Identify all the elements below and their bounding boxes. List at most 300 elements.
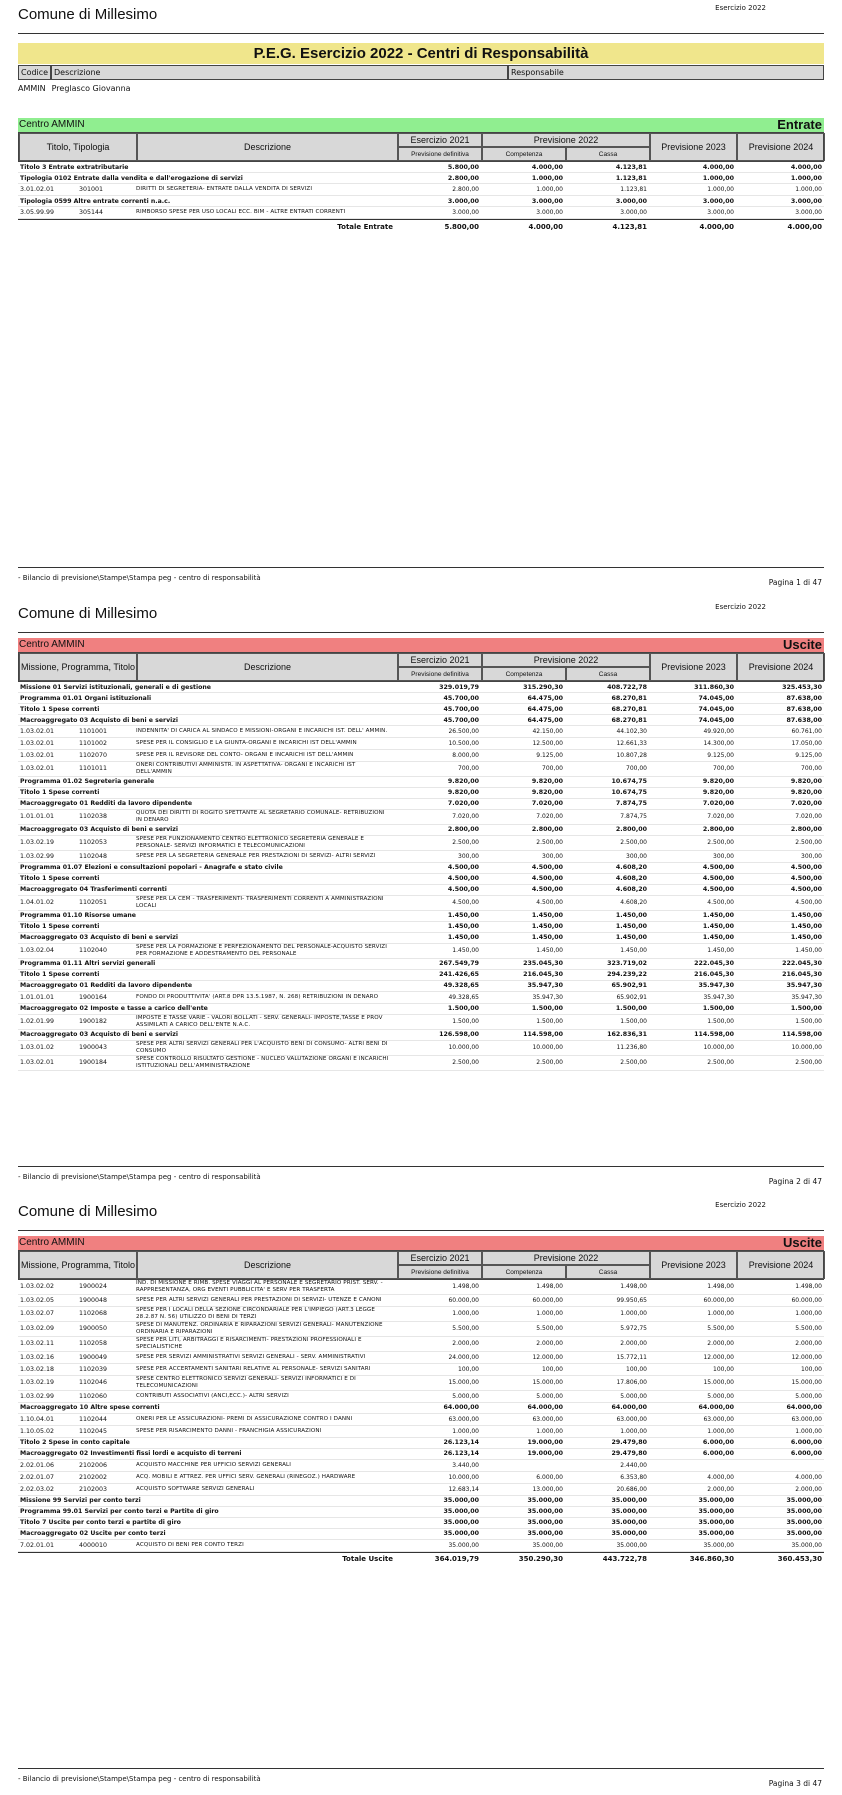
amount-cell: 700,00 xyxy=(458,765,479,773)
amount-cell: 235.045,30 xyxy=(523,960,563,968)
group-label: Macroaggregato 02 Investimenti fissi lordi e acquisto di terreni xyxy=(20,1450,242,1458)
col-previsione-2024: Previsione 2024 xyxy=(737,653,825,681)
amount-cell: 10.000,00 xyxy=(532,1044,563,1052)
col-responsabile: Responsabile xyxy=(508,65,824,80)
amount-cell: 4.500,00 xyxy=(531,886,563,894)
amount-cell: 35.947,30 xyxy=(698,982,734,990)
table-row xyxy=(18,810,824,825)
table-row xyxy=(18,836,824,851)
entity-name: Comune di Millesimo xyxy=(18,605,158,622)
amount-cell: 1.500,00 xyxy=(615,1005,647,1013)
amount-cell: 87.638,00 xyxy=(786,705,822,713)
amount-cell: 7.020,00 xyxy=(531,800,563,808)
item-description: CONTRIBUTI ASSOCIATIVI (ANCI,ECC.)- ALTRI SERVIZI xyxy=(136,1392,289,1399)
amount-cell: 7.020,00 xyxy=(707,813,734,821)
capitolo-code: 1102070 xyxy=(79,752,108,759)
amount-cell: 63.000,00 xyxy=(791,1415,822,1423)
piano-dei-conti-code: 1.03.02.11 xyxy=(20,1340,55,1348)
amount-cell: 35.000,00 xyxy=(527,1508,563,1516)
table-row xyxy=(18,1364,824,1376)
amount-cell: 2.800,00 xyxy=(615,826,647,834)
amount-cell: 700,00 xyxy=(542,765,563,773)
table-row xyxy=(18,896,824,911)
amount-cell: 2.000,00 xyxy=(620,1340,647,1348)
amount-cell: 63.000,00 xyxy=(448,1415,479,1423)
amount-cell: 1.450,00 xyxy=(536,947,563,955)
footer-path: - Bilancio di previsione\Stampe\Stampa peg - centro di responsabilità xyxy=(18,574,261,582)
amount-cell: 4.123,81 xyxy=(615,163,647,171)
amount-cell: 35.947,30 xyxy=(532,993,563,1001)
report-title: P.E.G. Esercizio 2022 - Centri di Responsabilità xyxy=(18,43,824,64)
table-row xyxy=(18,738,824,750)
amount-cell: 7.020,00 xyxy=(795,813,822,821)
capitolo-code: 2102003 xyxy=(79,1485,108,1493)
piano-dei-conti-code: 1.03.02.04 xyxy=(20,947,55,955)
col-esercizio: Esercizio 2021 xyxy=(398,1251,482,1265)
group-label: Missione 01 Servizi istituzionali, generali e di gestione xyxy=(20,683,211,691)
section-kind: Entrate xyxy=(777,117,822,132)
capitolo-code: 1101011 xyxy=(79,765,108,773)
amount-cell: 5.800,00 xyxy=(447,163,479,171)
capitolo-code: 305144 xyxy=(79,209,104,216)
section-header xyxy=(18,1236,824,1250)
group-row xyxy=(18,173,824,184)
table-row xyxy=(18,726,824,738)
piano-dei-conti-code: 1.03.02.19 xyxy=(20,1379,55,1387)
col-previsione-definitiva: Previsione definitiva xyxy=(398,667,482,681)
page-header xyxy=(18,603,824,633)
section-header xyxy=(18,118,824,132)
amount-cell: 1.000,00 xyxy=(707,1310,734,1318)
amount-cell: 15.000,00 xyxy=(532,1379,563,1387)
piano-dei-conti-code: 1.03.02.01 xyxy=(20,740,55,747)
amount-cell: 49.328,65 xyxy=(448,993,479,1001)
piano-dei-conti-code: 7.02.01.01 xyxy=(20,1541,55,1549)
centro-label: Centro AMMIN xyxy=(19,1237,85,1248)
item-description: INDENNITA' DI CARICA AL SINDACO E MISSIONI-ORGANI E INCARICHI IST. DELL' AMMIN. xyxy=(136,728,388,734)
group-label: Programma 01.11 Altri servizi generali xyxy=(20,960,156,968)
responsible-header xyxy=(18,65,824,80)
amount-cell: 1.500,00 xyxy=(620,1018,647,1026)
table-row xyxy=(18,1280,824,1295)
amount-cell: 222.045,30 xyxy=(782,960,822,968)
amount-cell: 49.920,00 xyxy=(703,728,734,735)
amount-cell: 60.000,00 xyxy=(791,1296,822,1304)
amount-cell: 2.800,00 xyxy=(702,826,734,834)
capitolo-code: 1900043 xyxy=(79,1044,108,1052)
amount-cell: 100,00 xyxy=(458,1365,479,1373)
item-description: QUOTA DEI DIRITTI DI ROGITO SPETTANTE AL SEGRETARIO COMUNALE- RETRIBUZIONI IN DENARO xyxy=(136,809,385,823)
amount-cell: 35.000,00 xyxy=(448,1541,479,1549)
amount-cell: 100,00 xyxy=(801,1365,822,1373)
amount-cell: 35.000,00 xyxy=(786,1497,822,1505)
amount-cell: 1.450,00 xyxy=(707,947,734,955)
item-description: SPESE PER LA CEM - TRASFERIMENTI- TRASFERIMENTI CORRENTI A AMMINISTRAZIONI LOCALI xyxy=(136,895,384,909)
amount-cell: 1.450,00 xyxy=(795,947,822,955)
amount-cell: 35.947,30 xyxy=(527,982,563,990)
capitolo-code: 1102060 xyxy=(79,1392,108,1400)
amount-cell: 2.000,00 xyxy=(707,1340,734,1348)
table-row xyxy=(18,851,824,863)
amount-cell: 9.820,00 xyxy=(702,789,734,797)
amount-cell: 300,00 xyxy=(458,852,479,860)
table-row xyxy=(18,1460,824,1472)
col-competenza: Competenza xyxy=(482,147,566,161)
amount-cell: 49.328,65 xyxy=(443,982,479,990)
group-label: Titolo 1 Spese correnti xyxy=(20,705,100,713)
capitolo-code: 1102039 xyxy=(79,1365,108,1373)
amount-cell: 35.000,00 xyxy=(443,1497,479,1505)
amount-cell: 267.549,79 xyxy=(439,960,479,968)
capitolo-code: 1900049 xyxy=(79,1353,108,1361)
amount-cell: 60.000,00 xyxy=(703,1296,734,1304)
amount-cell: 44.102,30 xyxy=(616,728,647,735)
amount-cell: 4.500,00 xyxy=(707,899,734,907)
col-missione-programma: Missione, Programma, Titolo xyxy=(19,1251,137,1279)
item-description: SPESE DI MANUTENZ. ORDINARIA E RIPARAZIONI SERVIZI GENERALI- MANUTENZIONE ORDINARIA E RIPARAZIONI xyxy=(136,1321,383,1335)
amount-cell: 4.500,00 xyxy=(531,864,563,872)
amount-cell: 29.479,80 xyxy=(611,1439,647,1447)
amount-cell: 1.498,00 xyxy=(707,1283,734,1291)
amount-cell: 15.772,11 xyxy=(616,1353,647,1361)
page-header xyxy=(18,4,824,34)
group-row xyxy=(18,704,824,715)
amount-cell: 68.270,81 xyxy=(611,716,647,724)
piano-dei-conti-code: 1.03.02.01 xyxy=(20,1059,55,1067)
amount-cell: 1.450,00 xyxy=(620,947,647,955)
amount-cell: 20.686,00 xyxy=(616,1485,647,1493)
item-description: SPESE PER RISARCIMENTO DANNI - FRANCHIGIA ASSICURAZIONI xyxy=(136,1427,322,1434)
group-label: Macroaggregato 02 Uscite per conto terzi xyxy=(20,1530,166,1538)
piano-dei-conti-code: 1.03.02.19 xyxy=(20,839,55,847)
amount-cell: 2.500,00 xyxy=(795,839,822,847)
item-description: FONDO DI PRODUTTIVITA' (ART.8 DPR 13.5.1987, N. 268) RETRIBUZIONI IN DENARO xyxy=(136,993,379,1000)
group-row xyxy=(18,693,824,704)
amount-cell: 1.450,00 xyxy=(790,934,822,942)
amount-cell: 45.700,00 xyxy=(443,705,479,713)
amount-cell: 10.674,75 xyxy=(611,789,647,797)
amount-cell: 5.000,00 xyxy=(795,1392,822,1400)
item-description: RIMBORSO SPESE PER USO LOCALI ECC. BIM - ALTRE ENTRATI CORRENTI xyxy=(136,209,346,215)
col-previsione-2023: Previsione 2023 xyxy=(650,133,737,161)
col-previsione-2024: Previsione 2024 xyxy=(737,1251,825,1279)
amount-cell: 60.000,00 xyxy=(448,1296,479,1304)
col-previsione-2022: Previsione 2022 xyxy=(482,133,650,147)
amount-cell: 10.000,00 xyxy=(448,1473,479,1481)
amount-cell: 2.800,00 xyxy=(531,826,563,834)
amount-cell: 35.000,00 xyxy=(786,1519,822,1527)
table-body xyxy=(18,162,824,219)
table-row xyxy=(18,1376,824,1391)
amount-cell: 35.000,00 xyxy=(698,1508,734,1516)
capitolo-code: 2102006 xyxy=(79,1461,108,1469)
piano-dei-conti-code: 2.02.01.07 xyxy=(20,1473,55,1481)
amount-cell: 1.000,00 xyxy=(620,1427,647,1435)
amount-cell: 2.500,00 xyxy=(707,1059,734,1067)
amount-cell: 64.000,00 xyxy=(443,1404,479,1412)
item-description: SPESE PER ALTRI SERVIZI GENERALI PER L'ACQUISTO BENI DI CONSUMO- ALTRI BENI DI CONSUMO xyxy=(136,1040,388,1054)
amount-cell: 325.453,30 xyxy=(782,683,822,691)
col-descrizione: Descrizione xyxy=(51,65,508,80)
group-label: Tipologia 0599 Altre entrate correnti n.a.c. xyxy=(20,197,171,205)
amount-cell: 1.450,00 xyxy=(615,923,647,931)
group-label: Macroaggregato 03 Acquisto di beni e servizi xyxy=(20,1031,178,1039)
amount-cell: 14.300,00 xyxy=(703,740,734,747)
item-description: SPESE PER SERVIZI AMMINISTRATIVI SERVIZI GENERALI - SERV. AMMINISTRATIVI xyxy=(136,1353,366,1360)
amount-cell: 1.500,00 xyxy=(536,1018,563,1026)
amount-cell: 2.800,00 xyxy=(790,826,822,834)
amount-cell: 64.000,00 xyxy=(611,1404,647,1412)
amount-cell: 216.045,30 xyxy=(782,971,822,979)
amount-cell: 35.000,00 xyxy=(786,1530,822,1538)
amount-cell: 1.500,00 xyxy=(795,1018,822,1026)
amount-cell: 68.270,81 xyxy=(611,694,647,702)
amount-cell: 12.000,00 xyxy=(703,1353,734,1361)
amount-cell: 35.947,30 xyxy=(786,982,822,990)
piano-dei-conti-code: 1.03.02.16 xyxy=(20,1353,55,1361)
capitolo-code: 1102040 xyxy=(79,947,108,955)
centro-label: Centro AMMIN xyxy=(19,639,85,650)
group-row xyxy=(18,196,824,207)
item-description: ACQUISTO SOFTWARE SERVIZI GENERALI xyxy=(136,1485,255,1492)
amount-cell: 35.000,00 xyxy=(443,1508,479,1516)
capitolo-code: 1102045 xyxy=(79,1427,108,1435)
amount-cell: 5.500,00 xyxy=(452,1325,479,1333)
amount-cell: 1.500,00 xyxy=(707,1018,734,1026)
amount-cell: 64.475,00 xyxy=(527,694,563,702)
total-value: 346.860,30 xyxy=(689,1555,734,1564)
group-row xyxy=(18,933,824,944)
group-label: Tipologia 0102 Entrate dalla vendita e dall'erogazione di servizi xyxy=(20,174,243,182)
amount-cell: 35.947,30 xyxy=(791,993,822,1001)
total-row xyxy=(18,1552,824,1566)
amount-cell: 17.806,00 xyxy=(616,1379,647,1387)
amount-cell: 12.000,00 xyxy=(791,1353,822,1361)
table-row xyxy=(18,944,824,959)
amount-cell: 300,00 xyxy=(542,852,563,860)
amount-cell: 4.500,00 xyxy=(790,875,822,883)
centro-label: Centro AMMIN xyxy=(19,119,85,130)
footer-path: - Bilancio di previsione\Stampe\Stampa peg - centro di responsabilità xyxy=(18,1775,261,1783)
amount-cell: 5.000,00 xyxy=(707,1392,734,1400)
amount-cell: 17.050,00 xyxy=(791,740,822,747)
amount-cell: 35.000,00 xyxy=(786,1508,822,1516)
item-description: SPESE PER IL CONSIGLIO E LA GIUNTA-ORGANI E INCARICHI IST DELL'AMMIN xyxy=(136,740,357,746)
piano-dei-conti-code: 1.03.01.02 xyxy=(20,1044,55,1052)
responsible-row xyxy=(18,84,824,93)
group-label: Programma 99.01 Servizi per conto terzi e Partite di giro xyxy=(20,1508,219,1516)
amount-cell: 4.608,20 xyxy=(620,899,647,907)
amount-cell: 12.683,14 xyxy=(448,1485,479,1493)
group-label: Programma 01.10 Risorse umane xyxy=(20,912,136,920)
col-descrizione: Descrizione xyxy=(137,1251,398,1279)
amount-cell: 4.500,00 xyxy=(795,899,822,907)
amount-cell: 1.450,00 xyxy=(531,912,563,920)
capitolo-code: 1102058 xyxy=(79,1340,108,1348)
amount-cell: 4.500,00 xyxy=(447,864,479,872)
amount-cell: 1.498,00 xyxy=(536,1283,563,1291)
group-label: Programma 01.07 Elezioni e consultazioni popolari - Anagrafe e stato civile xyxy=(20,864,283,872)
group-row xyxy=(18,682,824,693)
table-body xyxy=(18,682,824,1071)
amount-cell: 12.661,33 xyxy=(616,740,647,747)
table-row xyxy=(18,1322,824,1337)
total-value: 4.000,00 xyxy=(787,222,822,231)
amount-cell: 4.500,00 xyxy=(452,899,479,907)
table-row xyxy=(18,184,824,196)
amount-cell: 2.500,00 xyxy=(452,1059,479,1067)
amount-cell: 6.353,80 xyxy=(620,1473,647,1481)
group-label: Titolo 1 Spese correnti xyxy=(20,875,100,883)
capitolo-code: 4000010 xyxy=(79,1541,108,1549)
amount-cell: 1.123,81 xyxy=(615,174,647,182)
page-number: Pagina 1 di 47 xyxy=(768,578,822,587)
amount-cell: 700,00 xyxy=(801,765,822,773)
col-esercizio: Esercizio 2021 xyxy=(398,653,482,667)
amount-cell: 1.000,00 xyxy=(707,1427,734,1435)
group-row xyxy=(18,825,824,836)
group-row xyxy=(18,799,824,810)
col-codice: Codice xyxy=(18,65,51,80)
amount-cell: 2.000,00 xyxy=(795,1340,822,1348)
amount-cell: 2.000,00 xyxy=(452,1340,479,1348)
table-row xyxy=(18,992,824,1004)
piano-dei-conti-code: 1.03.02.99 xyxy=(20,1392,55,1400)
amount-cell: 5.500,00 xyxy=(795,1325,822,1333)
amount-cell: 1.000,00 xyxy=(795,186,822,193)
amount-cell: 9.820,00 xyxy=(790,778,822,786)
amount-cell: 114.598,00 xyxy=(523,1031,563,1039)
item-description: SPESE PER LA FORMAZIONE E PERFEZIONAMENTO DEL PERSONALE-ACQUISTO SERVIZI PER FORMAZIONE E ADDESTRAMENTO DEL PERSONALE xyxy=(136,943,387,957)
amount-cell: 35.000,00 xyxy=(443,1530,479,1538)
group-row xyxy=(18,911,824,922)
piano-dei-conti-code: 3.01.02.01 xyxy=(20,186,55,193)
amount-cell: 63.000,00 xyxy=(703,1415,734,1423)
col-previsione-2022: Previsione 2022 xyxy=(482,653,650,667)
amount-cell: 4.608,20 xyxy=(615,886,647,894)
amount-cell: 1.000,00 xyxy=(452,1310,479,1318)
amount-cell: 6.000,00 xyxy=(536,1473,563,1481)
piano-dei-conti-code: 1.03.02.07 xyxy=(20,1310,55,1318)
amount-cell: 9.820,00 xyxy=(790,789,822,797)
piano-dei-conti-code: 1.03.02.01 xyxy=(20,728,55,735)
amount-cell: 5.000,00 xyxy=(620,1392,647,1400)
capitolo-code: 1101002 xyxy=(79,740,108,747)
group-label: Titolo 2 Spese in conto capitale xyxy=(20,1439,130,1447)
amount-cell: 1.500,00 xyxy=(447,1005,479,1013)
group-row xyxy=(18,1004,824,1015)
amount-cell: 6.000,00 xyxy=(702,1450,734,1458)
group-row xyxy=(18,959,824,970)
amount-cell: 100,00 xyxy=(713,1365,734,1373)
amount-cell: 35.000,00 xyxy=(698,1497,734,1505)
amount-cell: 1.000,00 xyxy=(452,1427,479,1435)
amount-cell: 42.150,00 xyxy=(532,728,563,735)
amount-cell: 1.450,00 xyxy=(452,947,479,955)
col-cassa: Cassa xyxy=(566,1265,650,1279)
piano-dei-conti-code: 1.04.01.02 xyxy=(20,899,55,907)
amount-cell: 300,00 xyxy=(801,852,822,860)
piano-dei-conti-code: 1.03.02.99 xyxy=(20,852,55,860)
amount-cell: 35.000,00 xyxy=(527,1519,563,1527)
item-description: SPESE PER FUNZIONAMENTO CENTRO ELETTRONICO SEGRETERIA GENERALE E PERSONALE- SERVIZI INFORMATICI E TELECOMUNICAZIONI xyxy=(136,835,365,849)
capitolo-code: 1102053 xyxy=(79,839,108,847)
amount-cell: 3.000,00 xyxy=(620,209,647,216)
col-previsione-2023: Previsione 2023 xyxy=(650,1251,737,1279)
responsible-code: AMMIN xyxy=(18,84,46,93)
capitolo-code: 301001 xyxy=(79,186,104,193)
amount-cell: 3.000,00 xyxy=(707,209,734,216)
amount-cell: 1.450,00 xyxy=(702,912,734,920)
amount-cell: 3.000,00 xyxy=(702,197,734,205)
fiscal-year-label: Esercizio 2022 xyxy=(715,603,766,611)
capitolo-code: 1900024 xyxy=(79,1283,108,1291)
amount-cell: 2.000,00 xyxy=(795,1485,822,1493)
group-label: Titolo 1 Spese correnti xyxy=(20,971,100,979)
total-value: 4.123,81 xyxy=(612,222,647,231)
amount-cell: 1.450,00 xyxy=(615,912,647,920)
amount-cell: 7.020,00 xyxy=(790,800,822,808)
amount-cell: 3.000,00 xyxy=(615,197,647,205)
total-label: Totale Entrate xyxy=(337,222,393,231)
piano-dei-conti-code: 1.01.01.01 xyxy=(20,813,55,821)
amount-cell: 4.000,00 xyxy=(795,1473,822,1481)
amount-cell: 6.000,00 xyxy=(702,1439,734,1447)
page-header xyxy=(18,1201,824,1231)
amount-cell: 2.000,00 xyxy=(707,1485,734,1493)
amount-cell: 4.500,00 xyxy=(702,886,734,894)
amount-cell: 4.500,00 xyxy=(447,875,479,883)
col-esercizio: Esercizio 2021 xyxy=(398,133,482,147)
amount-cell: 9.125,00 xyxy=(795,752,822,759)
group-label: Macroaggregato 01 Redditi da lavoro dipendente xyxy=(20,982,193,990)
col-titolo-tipologia: Titolo, Tipologia xyxy=(19,133,137,161)
amount-cell: 2.000,00 xyxy=(536,1340,563,1348)
amount-cell: 1.450,00 xyxy=(790,912,822,920)
amount-cell: 9.820,00 xyxy=(447,778,479,786)
amount-cell: 99.950,65 xyxy=(616,1296,647,1304)
amount-cell: 6.000,00 xyxy=(790,1450,822,1458)
group-label: Titolo 1 Spese correnti xyxy=(20,923,100,931)
amount-cell: 700,00 xyxy=(713,765,734,773)
amount-cell: 10.000,00 xyxy=(791,1044,822,1052)
amount-cell: 7.020,00 xyxy=(452,813,479,821)
amount-cell: 1.450,00 xyxy=(531,934,563,942)
capitolo-code: 1102046 xyxy=(79,1379,108,1387)
item-description: DIRITTI DI SEGRETERIA- ENTRATE DALLA VENDITA DI SERVIZI xyxy=(136,186,313,192)
amount-cell: 9.820,00 xyxy=(531,789,563,797)
table-row xyxy=(18,1391,824,1403)
amount-cell: 4.500,00 xyxy=(702,875,734,883)
group-row xyxy=(18,1438,824,1449)
group-row xyxy=(18,1496,824,1507)
group-row xyxy=(18,788,824,799)
amount-cell: 2.800,00 xyxy=(447,174,479,182)
amount-cell: 1.000,00 xyxy=(531,174,563,182)
amount-cell: 4.608,20 xyxy=(615,864,647,872)
amount-cell: 9.125,00 xyxy=(707,752,734,759)
item-description: SPESE CENTRO ELETTRONICO SERVIZI GENERALI- SERVIZI INFORMATICI E DI TELECOMUNICAZIONI xyxy=(136,1375,356,1389)
amount-cell: 4.608,20 xyxy=(615,875,647,883)
amount-cell: 126.598,00 xyxy=(439,1031,479,1039)
amount-cell: 4.500,00 xyxy=(702,864,734,872)
amount-cell: 5.972,75 xyxy=(620,1325,647,1333)
piano-dei-conti-code: 1.03.02.05 xyxy=(20,1296,55,1304)
amount-cell: 35.000,00 xyxy=(611,1508,647,1516)
amount-cell: 10.807,28 xyxy=(616,752,647,759)
amount-cell: 10.674,75 xyxy=(611,778,647,786)
amount-cell: 222.045,30 xyxy=(694,960,734,968)
